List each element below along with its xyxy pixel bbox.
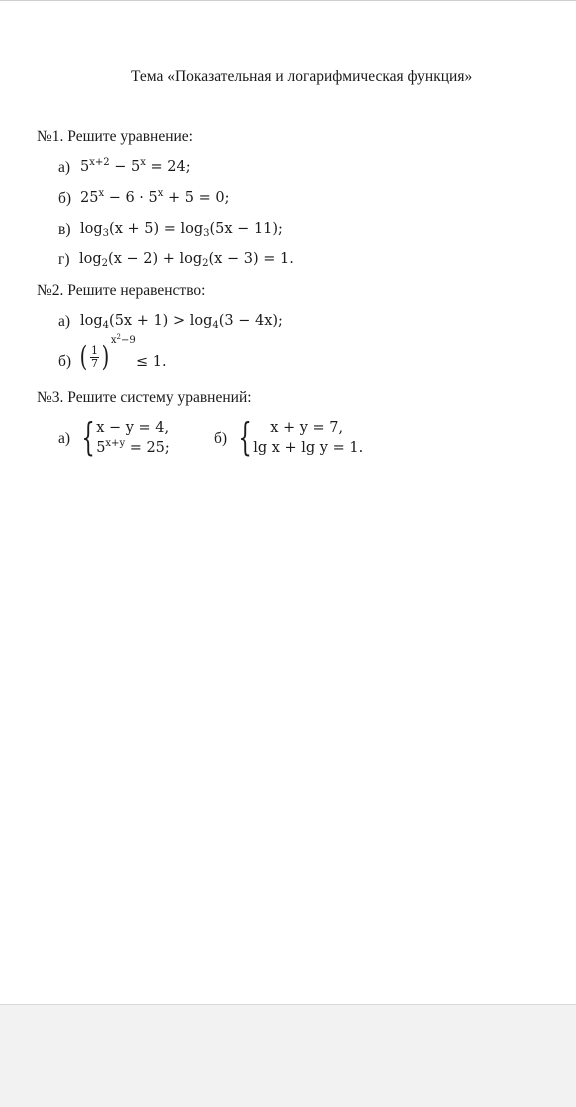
log-term: log [80,313,103,329]
left-brace: { [238,414,252,459]
system-line: x + y = 7, [270,420,344,436]
log-base: 4 [102,320,110,331]
term: = 25; [125,440,170,456]
system [233,414,364,459]
task3-a-system [76,414,170,459]
term: (x − 3) = 1. [208,251,294,267]
exponent: x [140,157,146,168]
left-paren: ( [79,340,88,373]
log-base: 2 [101,258,109,269]
term: = 24; [145,159,191,175]
task1-b-label: б) [58,190,72,207]
system-line: x − y = 4, [96,420,170,436]
term: − 6 · 5 [104,190,158,206]
task1-b-equation [80,190,229,206]
term: 5 [96,440,106,456]
task3-b-system [233,414,364,459]
task2-a-label: а) [58,313,71,330]
exponent: x [98,188,105,199]
task2-a-inequality [80,313,283,329]
task2-heading: №2. Решите неравенство: [37,282,206,299]
task3-heading: №3. Решите систему уравнений: [37,389,252,406]
task2-b-inequality [78,332,136,373]
exponent: x+y [105,438,126,449]
task1-c-equation [80,221,283,237]
exponent: x [157,188,164,199]
denominator: 7 [90,356,98,370]
task1-heading: №1. Решите уравнение: [37,128,193,145]
left-brace: { [81,414,95,459]
exponent: x+2 [89,157,110,168]
term: 5 [131,159,141,175]
operator: − [109,159,131,175]
system-lines [96,418,170,458]
term: (5x + 1) > log [109,313,213,329]
term: (x + 5) = log [109,221,204,237]
exp-square: 2 [116,332,121,341]
task3-b-label: б) [214,430,228,447]
document-page [0,1,576,1004]
term: + 5 = 0; [163,190,230,206]
system-lines [253,418,363,458]
page-footer-area [0,1004,576,1107]
document-title: Тема «Показательная и логарифмическая функция» [131,68,473,85]
numerator: 1 [90,343,98,357]
exp-var: x [110,334,117,346]
term: (x − 2) + log [108,251,203,267]
exp-rest: −9 [120,334,136,346]
fraction [90,345,99,369]
task2-b-rhs: ≤ 1. [136,354,167,370]
task3-a-label: а) [58,430,71,447]
log-base: 3 [102,228,110,239]
term: (5x − 11); [209,221,283,237]
system-line: lg x + lg y = 1. [253,440,364,456]
fraction-group [78,332,136,373]
log-base: 2 [202,258,209,269]
system-line [96,438,170,458]
log-term: log [79,251,102,267]
term: 5 [80,159,90,175]
power-exponent [110,332,136,346]
log-term: log [80,221,103,237]
log-base: 4 [212,320,219,331]
right-paren: ) [101,340,110,373]
task2-b-label: б) [58,353,72,370]
task1-c-label: в) [58,221,71,238]
system [76,414,170,459]
task1-a-label: а) [58,159,71,176]
log-base: 3 [203,228,210,239]
term: 25 [80,190,99,206]
task1-a-equation [80,159,191,175]
term: (3 − 4x); [218,313,283,329]
task1-d-label: г) [58,251,70,268]
task1-d-equation [79,251,294,267]
